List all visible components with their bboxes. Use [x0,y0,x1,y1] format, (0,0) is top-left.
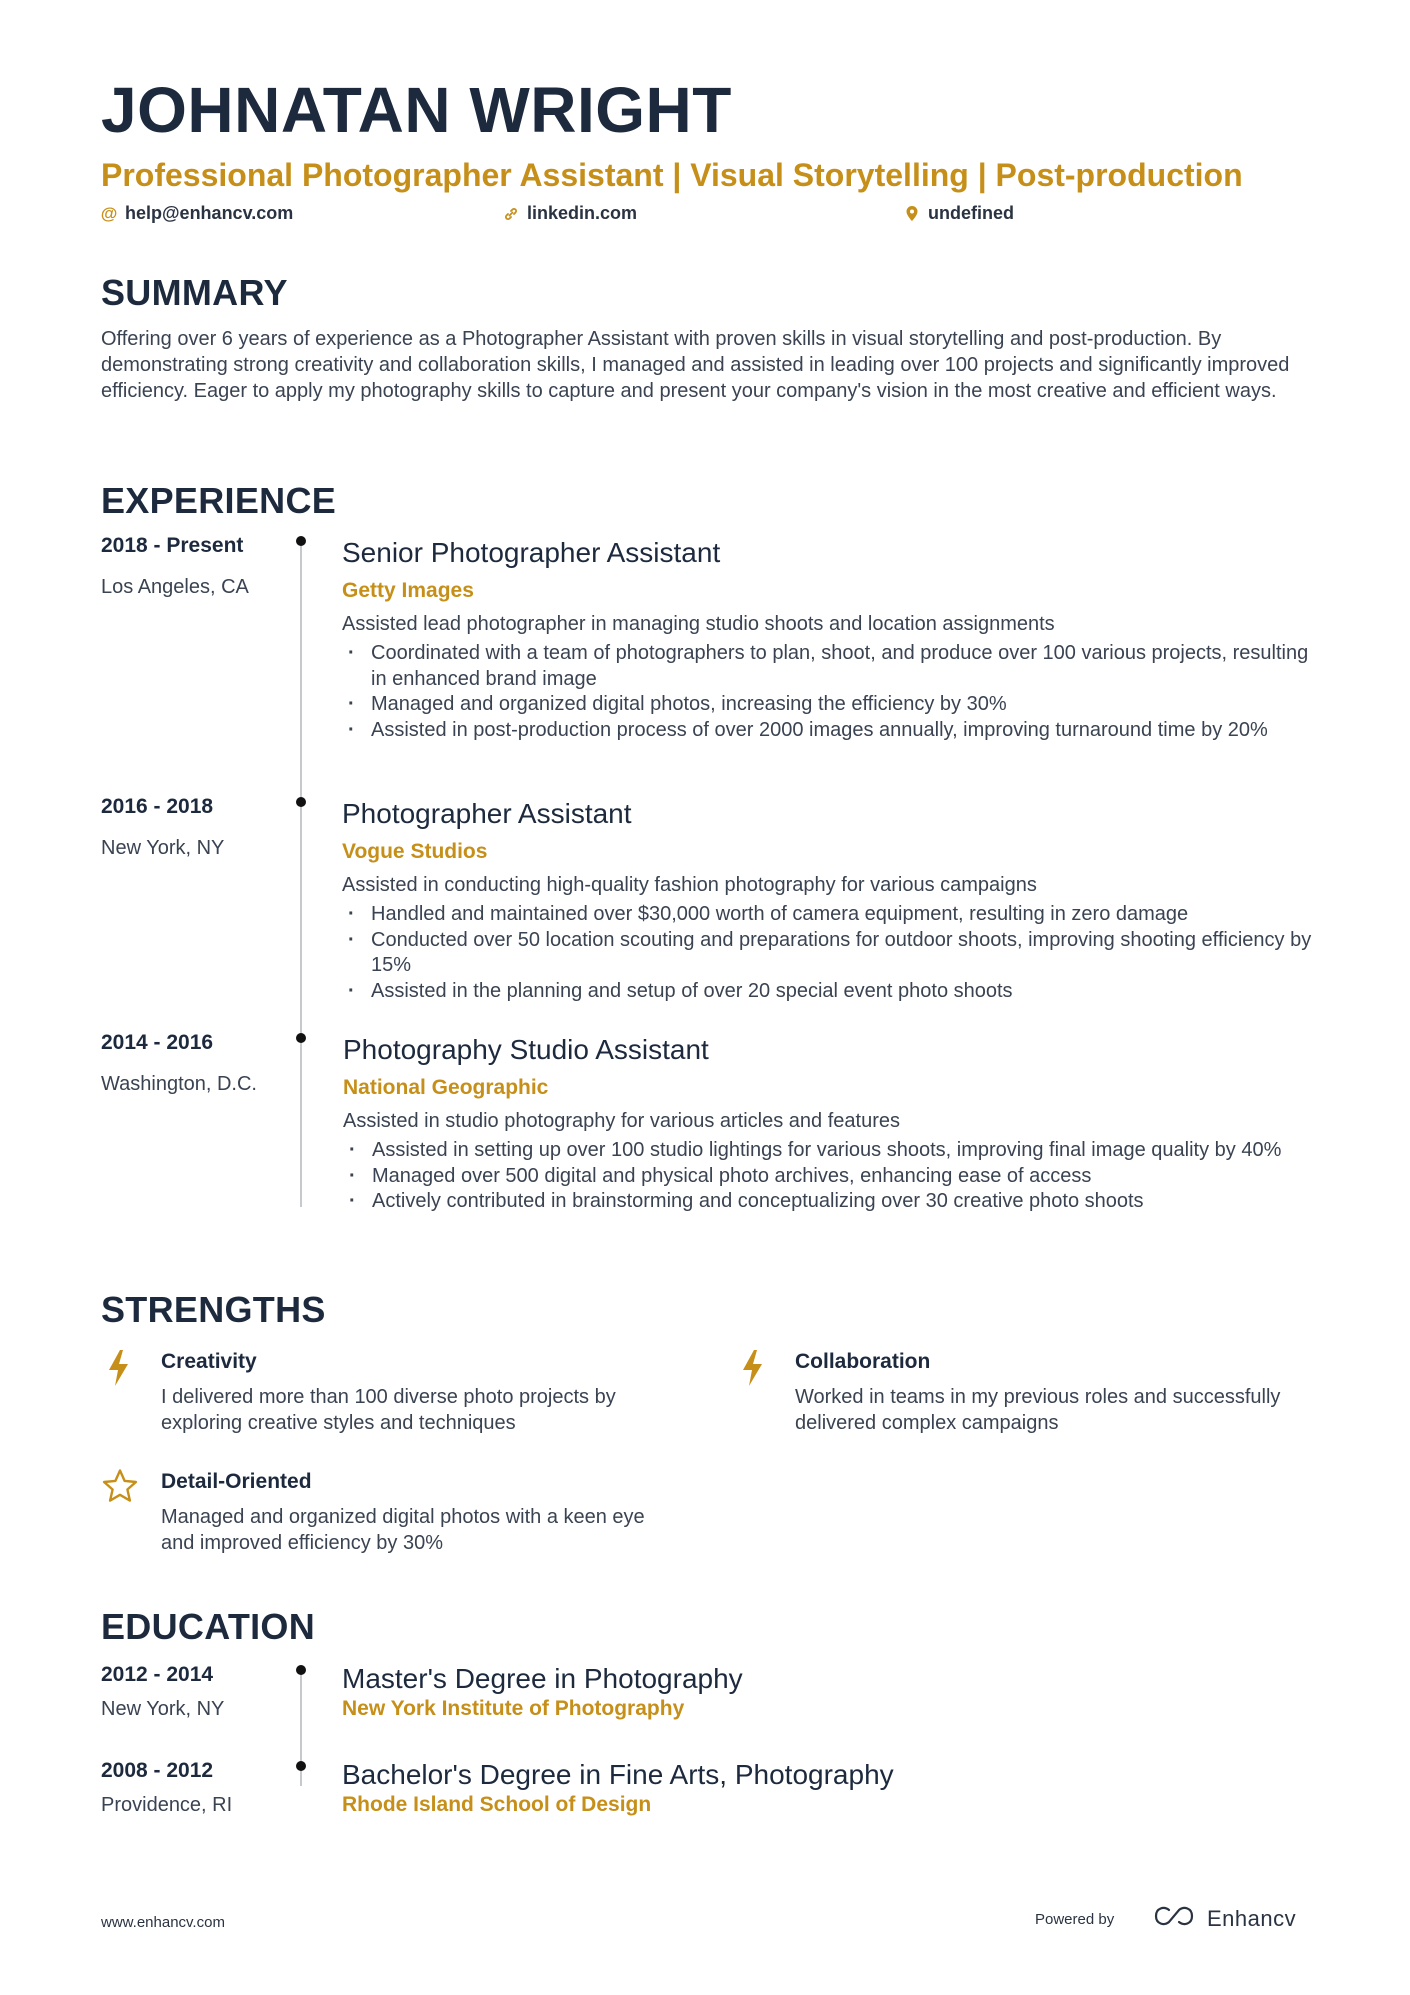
lightning-bolt-icon [101,1348,137,1384]
education-location: Providence, RI [101,1794,233,1816]
education-dates: 2012 - 2014 [101,1663,214,1686]
education-location: New York, NY [101,1698,225,1720]
education-dates: 2008 - 2012 [101,1759,214,1782]
list-item: · Handled and maintained over $30,000 worth of camera equipment, resulting in zero damage [342,902,1322,928]
experience-company: National Geographic [343,1076,549,1099]
experience-company: Getty Images [342,579,474,602]
experience-dates: 2018 - Present [101,534,244,557]
lightning-bolt-icon [735,1348,771,1384]
contact-email[interactable] [101,203,293,224]
at-icon: @ [100,203,118,223]
education-heading: EDUCATION [101,1606,316,1647]
strength-title: Detail-Oriented [161,1470,312,1493]
contact-location-text: undefined [928,203,1014,223]
experience-role: Photographer Assistant [342,798,632,829]
list-item: · Assisted in the planning and setup of over 20 special event photo shoots [342,979,1322,1005]
contact-bar [101,203,1301,227]
experience-location: Los Angeles, CA [101,576,249,598]
experience-bullets [342,902,1322,1004]
contact-linkedin[interactable] [503,203,637,224]
strength-title: Collaboration [795,1350,931,1373]
education-school: Rhode Island School of Design [342,1793,652,1816]
experience-location: Washington, D.C. [101,1073,257,1095]
enhancv-logo-icon [1153,1904,1199,1934]
education-degree: Bachelor's Degree in Fine Arts, Photography [342,1759,894,1790]
enhancv-logo-text: Enhancv [1207,1906,1297,1931]
experience-dates: 2016 - 2018 [101,795,214,818]
contact-linkedin-text: linkedin.com [527,203,638,223]
summary-text: Offering over 6 years of experience as a Photographer Assistant with proven skills in visual storytelling and post-production. By demonstrating strong creativity and collaboration skills, I managed and assisted in leading over 100 projects and significantly improved efficiency. Eager to apply my photography skills to capture and present your company's vision in the most creative and efficient ways. [101,328,1290,402]
location-pin-icon [904,205,920,222]
strength-description: Managed and organized digital photos with a keen eye and improved efficiency by 30% [161,1506,645,1554]
contact-location [904,203,1014,224]
enhancv-logo[interactable] [1153,1904,1296,1934]
timeline-dot [296,536,306,546]
list-item: · Assisted in setting up over 100 studio lightings for various shoots, improving final image quality by 40% [343,1138,1323,1164]
education-school: New York Institute of Photography [342,1697,685,1720]
list-item: · Conducted over 50 location scouting and preparations for outdoor shoots, improving shooting efficiency by 15% [342,928,1322,979]
experience-location: New York, NY [101,837,225,859]
list-item: · Coordinated with a team of photographers to plan, shoot, and produce over 100 various projects, resulting in enhanced brand image [342,641,1322,692]
timeline-dot [296,1761,306,1771]
list-item: · Managed over 500 digital and physical photo archives, enhancing ease of access [343,1164,1323,1190]
list-item: · Managed and organized digital photos, increasing the efficiency by 30% [342,692,1322,718]
strength-description: Worked in teams in my previous roles and successfully delivered complex campaigns [795,1386,1281,1434]
experience-company: Vogue Studios [342,840,488,863]
experience-description: Assisted lead photographer in managing studio shoots and location assignments [342,613,1055,635]
experience-role: Photography Studio Assistant [343,1034,709,1065]
education-degree: Master's Degree in Photography [342,1663,743,1694]
experience-description: Assisted in conducting high-quality fashion photography for various campaigns [342,874,1037,896]
experience-bullets [343,1138,1323,1215]
timeline-dot [296,1665,306,1675]
experience-timeline-line [300,541,302,1207]
link-icon [503,206,519,222]
list-item: · Actively contributed in brainstorming and conceptualizing over 30 creative photo shoots [343,1189,1323,1215]
strength-title: Creativity [161,1350,257,1373]
footer-website-link[interactable]: www.enhancv.com [101,1914,225,1931]
experience-bullets [342,641,1322,743]
experience-role: Senior Photographer Assistant [342,537,721,568]
headline: Professional Photographer Assistant | Visual Storytelling | Post-production [101,157,1243,193]
timeline-dot [296,797,306,807]
experience-heading: EXPERIENCE [101,480,337,521]
summary-heading: SUMMARY [101,272,288,313]
strength-description: I delivered more than 100 diverse photo projects by exploring creative styles and techniques [161,1386,616,1434]
strengths-heading: STRENGTHS [101,1289,326,1330]
timeline-dot [296,1033,306,1043]
list-item: · Assisted in post-production process of over 2000 images annually, improving turnaround time by 20% [342,718,1322,744]
contact-email-text: help@enhancv.com [125,203,294,223]
experience-dates: 2014 - 2016 [101,1031,214,1054]
footer-powered-by: Powered by [1035,1911,1115,1928]
star-icon [101,1468,137,1504]
candidate-name: JOHNATAN WRIGHT [101,74,732,146]
experience-description: Assisted in studio photography for various articles and features [343,1110,900,1132]
